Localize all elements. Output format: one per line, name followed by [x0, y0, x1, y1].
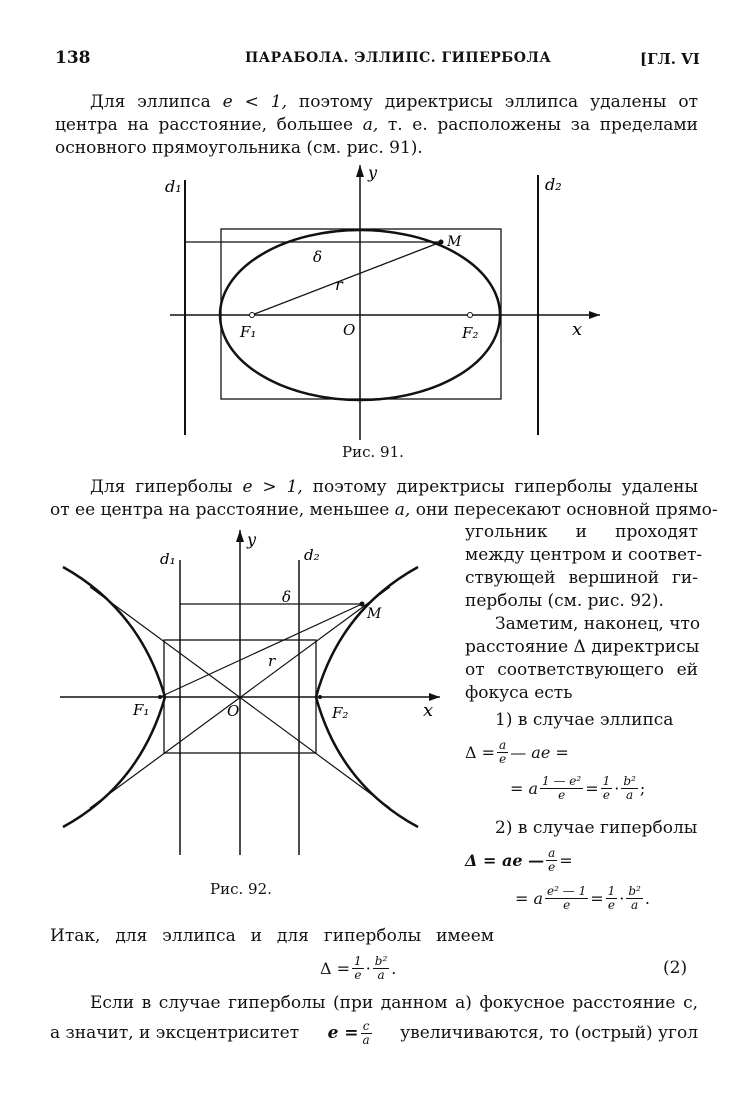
focus-f1-point — [158, 695, 162, 699]
fraction-denominator: e — [558, 787, 566, 802]
case-hyperbola-label: 2) в случае гиперболы — [495, 818, 698, 838]
label-d1: d₁ — [165, 177, 182, 196]
fraction-numerator: c — [361, 1020, 372, 1034]
fraction-denominator: e — [607, 897, 615, 912]
text-span: Для гиперболы — [90, 477, 233, 497]
fraction — [373, 955, 390, 982]
fraction-numerator: b² — [628, 883, 641, 898]
label-delta: δ — [313, 248, 323, 266]
figure-91 — [150, 160, 610, 445]
focal-radius-r — [252, 242, 441, 315]
label-m: M — [367, 606, 382, 622]
fraction-numerator: 1 — [607, 883, 616, 898]
label-delta: δ — [282, 588, 292, 606]
fraction-denominator: a — [626, 787, 634, 802]
punctuation: . — [644, 888, 650, 908]
fraction-denominator: e — [602, 787, 610, 802]
equals-sign: = — [585, 778, 599, 798]
final-line1: Если в случае гиперболы (при данном a) фокусное расстояние c, — [90, 993, 698, 1013]
note-line2: расстояние Δ директрисы — [465, 637, 700, 657]
label-m: M — [447, 234, 462, 250]
fraction — [497, 739, 508, 766]
page-number: 138 — [55, 48, 91, 68]
fraction-numerator: a — [499, 737, 507, 752]
case-ellipse-label: 1) в случае эллипса — [495, 710, 674, 730]
chapter-ref: [ГЛ. VI — [640, 50, 700, 68]
dot-operator: · — [619, 888, 625, 908]
math-part: = a — [510, 778, 539, 798]
fraction-denominator: a — [377, 967, 385, 982]
para2-side-line3: ствующей вершиной ги- — [465, 568, 698, 588]
math-part: e = — [327, 1023, 359, 1043]
label-x: x — [423, 700, 434, 721]
x-axis-arrow — [589, 311, 600, 319]
fraction — [546, 847, 557, 874]
equals-sign: = — [590, 888, 604, 908]
fraction-denominator: a — [362, 1032, 370, 1047]
text-span: от ее центра на расстояние, меньшее — [50, 500, 390, 520]
y-axis-arrow — [236, 530, 244, 542]
math-part: Δ = — [465, 742, 496, 762]
text-span: Для эллипса — [90, 92, 211, 112]
label-o: O — [343, 321, 356, 339]
para1-line3: основного прямоугольника (см. рис. 91). — [55, 138, 423, 158]
figure-92 — [55, 520, 450, 860]
text-span: центра на расстояние, большее — [55, 115, 354, 135]
label-d1: d₁ — [160, 550, 176, 568]
para1-line1 — [90, 92, 698, 112]
para2-side-line2: между центром и соответ- — [465, 545, 703, 565]
dot-operator: · — [614, 778, 620, 798]
para2-line2 — [50, 500, 718, 520]
fraction — [545, 885, 588, 912]
fig91-caption: Рис. 91. — [342, 443, 404, 461]
math-inline: e > 1, — [242, 477, 303, 497]
fraction-numerator: b² — [623, 773, 636, 788]
label-d2: d₂ — [304, 546, 320, 564]
fraction-numerator: b² — [374, 953, 388, 968]
point-m — [360, 602, 365, 607]
fraction — [621, 775, 638, 802]
text-span: поэтому директрисы эллипса удалены от — [298, 92, 698, 112]
y-axis-arrow — [356, 165, 364, 177]
note-line3: от соответствующего ей — [465, 660, 698, 680]
text-span: а значит, и эксцентриситет — [50, 1023, 300, 1043]
fraction — [352, 955, 364, 982]
text-span: увеличиваются, то (острый) угол — [400, 1023, 698, 1043]
running-title: ПАРАБОЛА. ЭЛЛИПС. ГИПЕРБОЛА — [245, 50, 552, 66]
math-part: Δ = — [320, 958, 351, 978]
text-span: т. е. расположены за пределами — [387, 115, 698, 135]
label-y: y — [247, 530, 257, 549]
note-line1: Заметим, наконец, что — [495, 614, 701, 634]
math-inline: a, — [362, 115, 379, 135]
math-part: = — [559, 850, 573, 870]
math-part: Δ = ae — — [465, 850, 545, 870]
fraction — [361, 1020, 372, 1047]
math-inline: a, — [394, 500, 411, 520]
label-r: r — [268, 652, 276, 670]
eccentricity-formula — [328, 1020, 372, 1047]
equation-hyperbola-line2 — [515, 880, 650, 916]
label-r: r — [335, 275, 343, 294]
conclusion-line: Итак, для эллипса и для гиперболы имеем — [50, 926, 494, 946]
punctuation: ; — [639, 778, 646, 798]
note-line4: фокуса есть — [465, 683, 573, 703]
para2-side-line4: перболы (см. рис. 92). — [465, 591, 664, 611]
label-f1: F₁ — [240, 323, 257, 341]
focus-f1-point — [250, 313, 255, 318]
label-x: x — [572, 319, 583, 340]
fraction-denominator: e — [354, 967, 362, 982]
fraction-denominator: e — [499, 751, 507, 766]
fraction — [540, 775, 583, 802]
equation-ellipse-line2 — [510, 770, 645, 806]
fraction-numerator: a — [548, 845, 556, 860]
para2-line1 — [90, 477, 698, 497]
equation-ellipse-line1 — [465, 735, 569, 769]
label-o: O — [227, 702, 240, 720]
label-f1: F₁ — [133, 701, 150, 719]
math-part: = a — [515, 888, 544, 908]
fraction-denominator: e — [548, 859, 556, 874]
text-span: они пересекают основной прямо- — [415, 500, 718, 520]
fraction-numerator: 1 — e² — [542, 773, 582, 788]
text-span: поэтому директрисы гиперболы удалены — [312, 477, 699, 497]
fraction-numerator: 1 — [602, 773, 611, 788]
para2-side-line1: угольник и проходят — [465, 522, 698, 542]
punctuation: . — [391, 958, 397, 978]
fraction-numerator: 1 — [354, 953, 362, 968]
equation-hyperbola-line1 — [465, 843, 573, 877]
label-f2: F₂ — [332, 704, 349, 722]
focus-f2-point — [468, 313, 473, 318]
label-y: y — [368, 163, 378, 182]
focus-f2-point — [318, 695, 322, 699]
equation-number: (2) — [663, 958, 688, 978]
math-inline: e < 1, — [222, 92, 287, 112]
para1-line2 — [55, 115, 698, 135]
point-m — [439, 240, 444, 245]
fraction — [606, 885, 618, 912]
focal-radius-r — [160, 604, 362, 697]
label-f2: F₂ — [462, 324, 479, 342]
final-line2 — [50, 1015, 698, 1051]
fraction-denominator: e — [563, 897, 571, 912]
dot-operator: · — [365, 958, 371, 978]
label-d2: d₂ — [545, 175, 562, 194]
math-part: — ae = — [510, 742, 569, 762]
fig92-caption: Рис. 92. — [210, 880, 272, 898]
fraction — [626, 885, 643, 912]
fraction-numerator: e² — 1 — [547, 883, 587, 898]
fraction-denominator: a — [631, 897, 639, 912]
formula-2 — [320, 950, 396, 986]
fraction — [601, 775, 613, 802]
